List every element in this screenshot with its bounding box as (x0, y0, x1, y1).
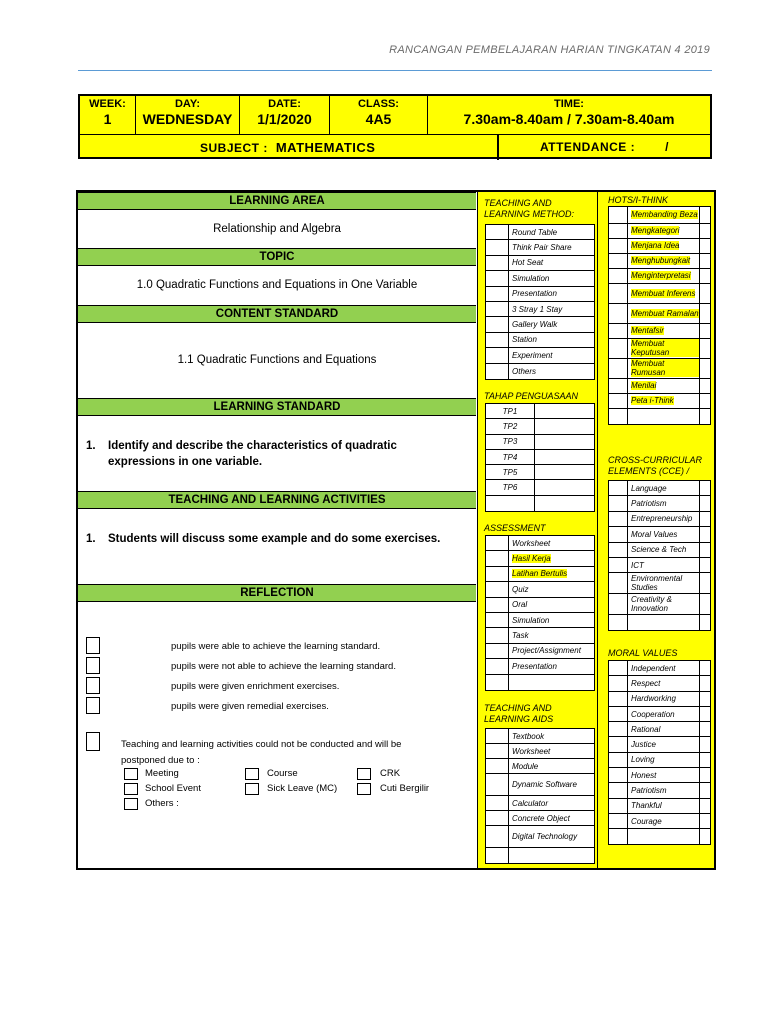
reflection-option: pupils were able to achieve the learning standard. (171, 641, 381, 652)
moral-value-item[interactable]: Patriotism (627, 783, 700, 797)
week-cell (80, 96, 136, 134)
hots-item[interactable]: Membuat Keputusan (631, 339, 699, 357)
aid-item[interactable]: Digital Technology (512, 832, 578, 841)
assessment-item[interactable]: Simulation (512, 615, 550, 625)
reason-label: Meeting (145, 768, 179, 779)
reflection-checkbox[interactable] (86, 677, 100, 694)
cce-heading: CROSS-CURRICULAR ELEMENTS (CCE) / (608, 455, 703, 476)
moral-value-item[interactable]: Cooperation (627, 707, 700, 721)
subject-label: SUBJECT : (200, 141, 268, 155)
hots-item[interactable]: Membuat Ramalan (631, 308, 699, 318)
reason-checkbox[interactable] (245, 768, 259, 780)
activity-text: Students will discuss some example and do some exercises. (108, 533, 441, 545)
moral-value-item[interactable]: Independent (627, 661, 700, 675)
hots-heading: HOTS/I-THINK (608, 195, 668, 205)
reason-label: Sick Leave (MC) (267, 783, 338, 794)
reason-label: School Event (145, 783, 201, 794)
reason-checkbox[interactable] (245, 783, 259, 795)
method-item[interactable]: 3 Stray 1 Stay (512, 304, 563, 314)
assessment-item[interactable]: Hasil Kerja (512, 554, 551, 564)
aid-item[interactable]: Worksheet (512, 746, 551, 756)
tahap-item[interactable]: TP4 (486, 450, 535, 464)
method-item[interactable]: Round Table (512, 227, 558, 237)
assessment-list (485, 535, 595, 691)
reflection-checkbox[interactable] (86, 637, 100, 654)
hots-item[interactable]: Mentafsir (631, 326, 664, 335)
cce-item[interactable]: Moral Values (627, 527, 700, 541)
hots-item[interactable]: Mengkategori (631, 226, 680, 235)
assessment-item[interactable]: Oral (512, 600, 528, 610)
reason-checkbox[interactable] (124, 768, 138, 780)
cce-item[interactable]: Entrepreneurship (627, 512, 700, 526)
reflection-option: pupils were not able to achieve the learning standard. (171, 661, 396, 672)
moral-value-item[interactable]: Courage (627, 814, 700, 828)
activities-heading: TEACHING AND LEARNING ACTIVITIES (78, 491, 476, 509)
reason-label: CRK (380, 768, 401, 779)
learning-area-heading: LEARNING AREA (78, 192, 476, 210)
tahap-item[interactable]: TP5 (486, 465, 535, 479)
assessment-heading: ASSESSMENT (484, 523, 546, 533)
hots-item[interactable]: Menghubungkait (631, 256, 691, 265)
aids-heading: TEACHING AND LEARNING AIDS (484, 703, 554, 724)
activity-item (86, 531, 446, 547)
week-label: WEEK: (89, 98, 126, 110)
date-label: DATE: (268, 98, 301, 110)
left-column (78, 192, 478, 868)
reflection-option: pupils were given remedial exercises. (171, 701, 329, 712)
day-cell (136, 96, 240, 134)
assessment-item[interactable]: Presentation (512, 661, 557, 671)
assessment-item[interactable]: Task (512, 631, 529, 641)
method-item[interactable]: Others (512, 366, 537, 376)
aid-item[interactable]: Concrete Object (512, 813, 570, 823)
moral-value-item[interactable]: Loving (627, 753, 700, 767)
topic-text: 1.0 Quadratic Functions and Equations in One Variable (136, 279, 418, 291)
time-label: TIME: (554, 98, 584, 110)
cce-item[interactable]: Patriotism (627, 496, 700, 510)
topic-heading: TOPIC (78, 248, 476, 266)
document-header: RANCANGAN PEMBELAJARAN HARIAN TINGKATAN 4 2019 (389, 44, 710, 56)
hots-item[interactable]: Membuat Rumusan (631, 359, 699, 377)
cce-item[interactable]: ICT (627, 558, 700, 572)
method-item[interactable]: Hot Seat (512, 258, 544, 268)
day-value: WEDNESDAY (142, 111, 233, 127)
learning-standard-item (86, 438, 446, 470)
assessment-item[interactable]: Project/Assignment (512, 646, 581, 656)
content-standard-text: 1.1 Quadratic Functions and Equations (177, 354, 377, 366)
reflection-option: pupils were given enrichment exercises. (171, 681, 340, 692)
date-value: 1/1/2020 (257, 111, 312, 127)
reason-label: Others : (145, 798, 179, 809)
reason-label: Cuti Bergilir (380, 783, 430, 794)
hots-item[interactable]: Menilai (631, 381, 657, 390)
method-item[interactable]: Think Pair Share (512, 243, 572, 253)
hots-item[interactable]: Peta i-Think (631, 396, 674, 405)
method-item[interactable]: Presentation (512, 289, 557, 299)
time-value: 7.30am-8.40am / 7.30am-8.40am (463, 111, 675, 127)
reason-label: Course (267, 768, 298, 779)
cce-item[interactable]: Environmental Studies (627, 573, 700, 593)
aid-item[interactable]: Textbook (512, 731, 545, 741)
class-cell (330, 96, 428, 134)
reason-checkbox[interactable] (124, 798, 138, 810)
aid-item[interactable]: Module (512, 761, 539, 771)
method-item[interactable]: Station (512, 335, 537, 345)
week-value: 1 (103, 111, 112, 127)
assessment-item[interactable]: Quiz (512, 584, 529, 594)
attendance-label: ATTENDANCE : (540, 140, 636, 154)
class-value: 4A5 (365, 111, 392, 127)
tahap-item[interactable]: TP6 (486, 480, 535, 494)
attendance (540, 140, 669, 154)
cce-item[interactable]: Science & Tech (627, 543, 700, 557)
method-item[interactable]: Experiment (512, 350, 553, 360)
postpone-text: Teaching and learning activities could not be conducted and will be postponed due to : (121, 739, 402, 766)
cce-list (608, 480, 711, 631)
subject-row (80, 134, 710, 160)
hots-item[interactable]: Menjana Idea (631, 241, 680, 250)
tahap-item[interactable]: TP2 (486, 419, 535, 433)
tahap-list (485, 403, 595, 512)
reason-checkbox[interactable] (357, 783, 371, 795)
moral-value-item[interactable]: Thankful (627, 799, 700, 813)
learning-standard-text: Identify and describe the characteristics of quadratic expressions in one variable. (108, 440, 397, 468)
assessment-item[interactable]: Worksheet (512, 538, 551, 548)
reflection-checkbox[interactable] (86, 697, 100, 714)
moral-value-item[interactable]: Justice (627, 737, 700, 751)
aids-list (485, 728, 595, 864)
row-divider (497, 135, 499, 160)
reflection-heading: REFLECTION (78, 584, 476, 602)
learning-area-text: Relationship and Algebra (213, 223, 341, 235)
header-divider (78, 70, 712, 71)
reason-checkbox[interactable] (357, 768, 371, 780)
hots-item[interactable]: Membuat Inferens (631, 288, 696, 298)
date-cell (240, 96, 330, 134)
hots-item[interactable]: Menginterpretasi (631, 271, 691, 280)
method-heading: TEACHING AND LEARNING METHOD: (484, 198, 575, 219)
subject (200, 140, 375, 155)
hots-item[interactable]: Membanding Beza (631, 210, 698, 220)
assessment-item[interactable]: Latihan Bertulis (512, 569, 568, 579)
lesson-info-box (78, 94, 712, 159)
time-cell (428, 96, 710, 134)
day-label: DAY: (174, 98, 201, 110)
method-item[interactable]: Simulation (512, 273, 550, 283)
activity-number: 1. (86, 533, 96, 545)
reason-checkbox[interactable] (124, 783, 138, 795)
postpone-checkbox[interactable] (86, 732, 100, 751)
cce-item[interactable]: Creativity & Innovation (627, 594, 700, 614)
moral-values-heading: MORAL VALUES (608, 648, 678, 658)
reflection-checkbox[interactable] (86, 657, 100, 674)
content-standard-heading: CONTENT STANDARD (78, 305, 476, 323)
lesson-plan-table (76, 190, 716, 870)
tahap-item[interactable]: TP1 (486, 404, 535, 418)
learning-standard-number: 1. (86, 440, 96, 452)
method-list (485, 224, 595, 380)
moral-value-item[interactable]: Hardworking (627, 692, 700, 706)
aid-item[interactable]: Calculator (512, 798, 549, 808)
moral-value-item[interactable]: Respect (627, 676, 700, 690)
learning-standard-heading: LEARNING STANDARD (78, 398, 476, 416)
subject-value: MATHEMATICS (275, 140, 376, 155)
tahap-item[interactable]: TP3 (486, 435, 535, 449)
values-column (598, 192, 714, 868)
aid-item[interactable]: Dynamic Software (512, 780, 577, 789)
attendance-value: / (665, 140, 669, 154)
moral-values-list (608, 660, 711, 845)
cce-item[interactable]: Language (627, 481, 700, 495)
method-item[interactable]: Gallery Walk (512, 320, 558, 330)
methods-column (478, 192, 598, 868)
moral-value-item[interactable]: Rational (627, 722, 700, 736)
class-label: CLASS: (358, 98, 399, 110)
hots-list (608, 206, 711, 425)
tahap-heading: TAHAP PENGUASAAN (484, 391, 579, 401)
moral-value-item[interactable]: Honest (627, 768, 700, 782)
